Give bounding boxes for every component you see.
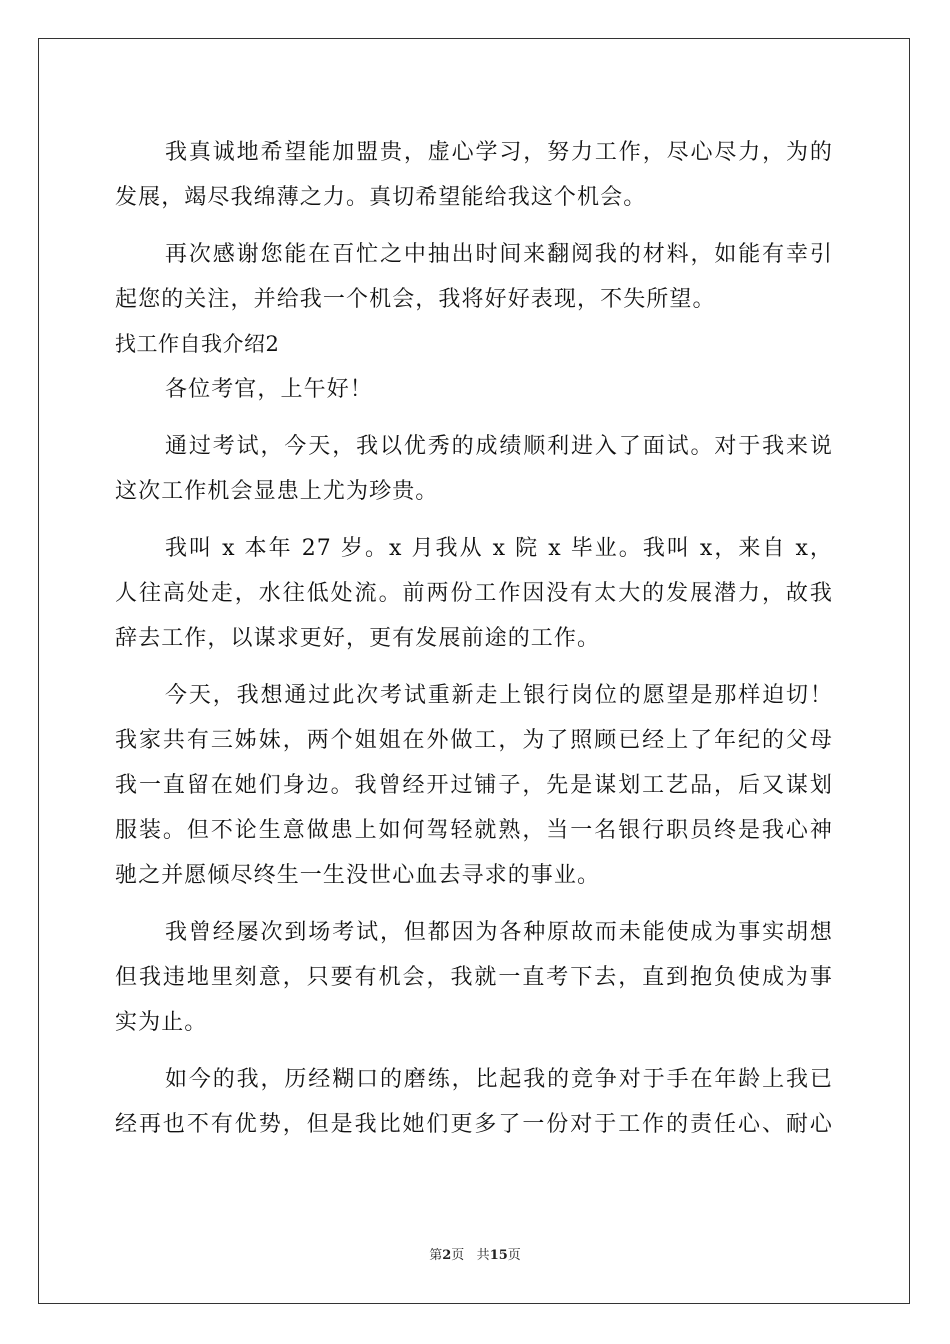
text-line: 我叫 x 本年 27 岁。x 月我从 x 院 x 毕业。我叫 x，来自 x， [165,536,833,561]
text-line: 实为止。 [115,1010,208,1035]
text-line: 我一直留在她们身边。我曾经开过铺子，先是谋划工艺品，后又谋划 [115,773,833,798]
text-line: 我真诚地希望能加盟贵，虚心学习，努力工作，尽心尽力，为的 [165,140,833,165]
text-line: 这次工作机会显患上尤为珍贵。 [115,479,439,504]
footer-page-number: 2 [442,1248,452,1263]
text-line: 辞去工作，以谋求更好，更有发展前途的工作。 [115,626,601,651]
text-line: 今天，我想通过此次考试重新走上银行岗位的愿望是那样迫切！ [165,683,833,708]
document-body [115,130,833,1147]
text-line: 通过考试，今天，我以优秀的成绩顺利进入了面试。对于我来说 [165,434,833,459]
text-line: 起您的关注，并给我一个机会，我将好好表现，不失所望。 [115,287,716,312]
footer-page-unit: 页 [451,1248,465,1263]
text-line: 人往高处走，水往低处流。前两份工作因没有太大的发展潜力，故我 [115,581,833,606]
text-line: 服装。但不论生意做患上如何驾轻就熟，当一名银行职员终是我心神 [115,818,833,843]
footer-total-pages: 15 [489,1248,508,1263]
text-line: 发展，竭尽我绵薄之力。真切希望能给我这个机会。 [115,185,647,210]
text-line: 我家共有三姊妹，两个姐姐在外做工，为了照顾已经上了年纪的父母 [115,728,833,753]
footer-page-prefix: 第 [429,1248,443,1263]
text-line: 如今的我，历经糊口的磨练，比起我的竞争对于手在年龄上我已 [165,1067,833,1092]
text-line: 再次感谢您能在百忙之中抽出时间来翻阅我的材料，如能有幸引 [165,242,833,267]
text-line: 各位考官，上午好！ [165,377,373,402]
footer-total-prefix: 共 [476,1248,490,1263]
text-line: 我曾经屡次到场考试，但都因为各种原故而未能使成为事实胡想 [165,920,833,945]
text-line: 但我违地里刻意，只要有机会，我就一直考下去，直到抱负使成为事 [115,965,833,990]
page-footer [0,1247,950,1265]
text-line: 驰之并愿倾尽终生一生没世心血去寻求的事业。 [115,863,601,888]
section-heading: 找工作自我介绍2 [115,332,280,356]
text-line: 经再也不有优势，但是我比她们更多了一份对于工作的责任心、耐心 [115,1112,833,1137]
footer-total-unit: 页 [507,1248,521,1263]
